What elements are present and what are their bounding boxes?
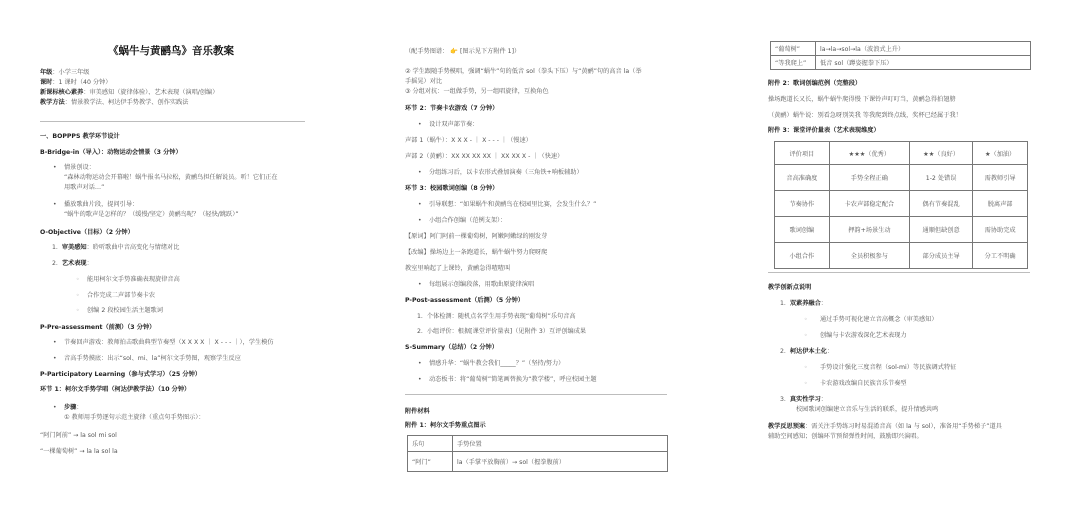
- table-cell: 低音 sol（蹲姿握拳下压）: [816, 56, 1031, 70]
- document-page-3: [768, 0, 1050, 509]
- objective-item: 1. 审美感知：聆听歌曲中音高变化与情绪对比: [52, 244, 180, 251]
- bridge-item-head: 情景创设：: [64, 164, 95, 171]
- table-header-row: [408, 436, 668, 452]
- bullet-text: 设计双声部节奏：: [429, 121, 479, 128]
- bullet-icon: •: [53, 164, 57, 171]
- gesture-table-continued: [770, 41, 1031, 70]
- innovation-item: 3. 真实性学习：: [780, 396, 827, 403]
- circle-bullet-icon: ◦: [76, 307, 80, 314]
- bullet-text: 小组合作创编（范例支架）：: [429, 217, 507, 224]
- link2-heading: 环节 2：节奏卡农游戏（7 分钟）: [405, 105, 499, 112]
- meta-method: 教学方法：情景教学法、柯达伊手势教学、创作实践法: [40, 99, 189, 106]
- post-item: 2. 小组评价：根据[课堂评价量表]（见附件 3）互评创编成果: [417, 328, 587, 335]
- divider: [768, 272, 1030, 273]
- rhythm-voice-2: 声部 2（黄鹂）：XX XX XX XX ｜ XX XX X - ｜（快速）: [405, 153, 564, 160]
- table-header-cell: 评价项目: [775, 142, 830, 165]
- table-cell: 小组合作: [775, 243, 830, 269]
- circle-bullet-icon: ◦: [804, 380, 808, 387]
- circle-bullet-icon: ◦: [804, 316, 808, 323]
- bullet-icon: •: [418, 217, 422, 224]
- appendix3-title: 附件 3：课堂评价量表（艺术表现维度）: [768, 127, 880, 134]
- table-cell: 卡农声部稳定配合: [829, 191, 909, 217]
- table-header-cell: 手势位置: [453, 436, 668, 452]
- bullet-text: 分组练习后，以卡农形式叠加演奏（三角铁+响板辅助）: [429, 169, 583, 176]
- table-cell: 手势全程正确: [829, 165, 909, 191]
- table-row: [775, 217, 1028, 243]
- gesture-table: [407, 435, 668, 472]
- pre-item: 节奏回声游戏：教师拍击歌曲典型节奏型（X X X X ｜ X - - - ｜），学生模仿: [64, 339, 274, 346]
- bullet-icon: •: [418, 376, 422, 383]
- bridge-heading: B-Bridge-in（导入）：动物运动会情景（3 分钟）: [40, 149, 182, 156]
- meta-period: 课时：1 课时（40 分钟）: [40, 79, 112, 86]
- innovation-sub-item: 创编与卡农游戏深化艺术表现力: [820, 332, 907, 339]
- table-cell: 分工不明确: [973, 243, 1028, 269]
- table-cell: 全员积极参与: [829, 243, 909, 269]
- steps: 步骤：: [64, 404, 83, 411]
- objective-sub-item: 合作完成二声部节奏卡农: [87, 292, 156, 299]
- lyric-line: （黄鹂）蜗牛说：别看急呀别笑我 等我爬到终点线，奖杯已经属于我！: [768, 112, 962, 119]
- table-cell: 押韵+场景生动: [829, 217, 909, 243]
- bullet-icon: •: [418, 121, 422, 128]
- table-cell: 偶有节奏混乱: [909, 191, 972, 217]
- section-heading: 一、BOPPPS 教学环节设计: [40, 133, 120, 140]
- bullet-icon: •: [53, 404, 57, 411]
- table-row: [775, 191, 1028, 217]
- innovation-sub-item: 手势设计强化三度音程（sol-mi）等民族调式特征: [820, 364, 957, 371]
- lyric-line: 操场跑道长又长，蜗牛蜗牛爬得慢 下课铃声叮叮当，黄鹂急得拍翅膀: [768, 96, 956, 103]
- original-lyric: 【原词】阿门阿前一棵葡萄树，阿嫩阿嫩绿的刚发芽: [405, 233, 548, 240]
- bridge-item-body: 用歌声对话…”: [64, 184, 105, 191]
- table-cell: 歌词创编: [775, 217, 830, 243]
- table-cell: “阿门”: [408, 452, 453, 472]
- divider: [40, 121, 305, 122]
- bridge-item-body: “森林动物运动会开幕啦！蜗牛报名马拉松，黄鹂鸟担任解说员。听！它们正在: [64, 174, 278, 181]
- bridge-item-head: 播放歌曲片段，提问引导：: [64, 201, 139, 208]
- phrase-line: “阿门阿前” → la sol mi sol: [40, 432, 117, 439]
- table-cell: la→la→sol→la（波浪式上升）: [816, 42, 1031, 56]
- summary-item: 情感升华：“蜗牛教会我们_____？”（坚持/努力）: [429, 360, 565, 367]
- table-header-cell: ★（加油）: [973, 142, 1028, 165]
- gesture-hint: （配手势图谱： 👉 [图示见下方附件 1]）: [405, 48, 521, 55]
- circle-bullet-icon: ◦: [76, 276, 80, 283]
- step-text: 手摇晃）对比: [405, 78, 443, 85]
- divider: [405, 394, 667, 395]
- innovation-item: 1. 双素养融合：: [780, 300, 827, 307]
- rhythm-voice-1: 声部 1（蜗牛）：X X X - ｜ X - - - ｜（慢速）: [405, 137, 532, 144]
- table-cell: la（手掌平放胸前）→ sol（握拳腹前）: [453, 452, 668, 472]
- participatory-heading: P-Participatory Learning（参与式学习）（25 分钟）: [40, 371, 201, 378]
- bullet-icon: •: [53, 339, 57, 346]
- table-cell: 需教师引导: [973, 165, 1028, 191]
- bullet-text: 每组展示创编段落，用歌曲原旋律演唱: [429, 281, 535, 288]
- post-item: 1. 个体检测：随机点名学生用手势表现“葡萄树”乐句音高: [417, 313, 576, 320]
- table-cell: 节奏协作: [775, 191, 830, 217]
- table-cell: “葡萄树”: [771, 42, 816, 56]
- steps-text: ① 教师用手势逐句示范主旋律（重点句手势图示）：: [64, 414, 205, 421]
- objective-heading: O-Objective（目标）（2 分钟）: [40, 229, 134, 236]
- table-cell: 需协助完成: [973, 217, 1028, 243]
- bullet-text: 引导联想：“如果蜗牛和黄鹂鸟在校园里比赛，会发生什么？”: [429, 201, 597, 208]
- innovation-sub-item: 校园歌词创编建立音乐与生活的联系，提升情感共鸣: [796, 406, 939, 413]
- table-row: [408, 452, 668, 472]
- table-header-cell: ★★（良好）: [909, 142, 972, 165]
- objective-item: 2. 艺术表现：: [52, 260, 93, 267]
- document-title: 《蜗牛与黄鹂鸟》音乐教案: [108, 45, 234, 57]
- reflection-line: 辅助空间感知；创编环节预留弹性时间，鼓励即兴演唱。: [768, 433, 923, 440]
- objective-sub-item: 能用柯尔文手势准确表现旋律音高: [87, 276, 180, 283]
- circle-bullet-icon: ◦: [804, 364, 808, 371]
- link1-heading: 环节 1：柯尔文手势学唱（柯达伊教学法）（10 分钟）: [40, 386, 191, 393]
- meta-literacy: 新课标核心素养：审美感知（旋律体验）、艺术表现（演唱/创编）: [40, 89, 219, 96]
- post-assessment-heading: P-Post-assessment（后测）（5 分钟）: [405, 297, 524, 304]
- circle-bullet-icon: ◦: [76, 292, 80, 299]
- appendix-title: 附件材料: [405, 408, 430, 415]
- table-cell: 脱离声部: [973, 191, 1028, 217]
- evaluation-table: [774, 141, 1028, 269]
- table-header-row: [775, 142, 1028, 165]
- innovation-item: 2. 柯达伊本土化：: [780, 348, 834, 355]
- innovation-sub-item: 卡农游戏改编自民族音乐节奏型: [820, 380, 907, 387]
- pre-assessment-heading: P-Pre-assessment（前测）（3 分钟）: [40, 324, 156, 331]
- document-page-1: [40, 0, 322, 509]
- bridge-item-body: “蜗牛的歌声是怎样的？（缓慢/坚定）黄鹂鸟呢？（轻快/跳跃）”: [64, 211, 239, 218]
- table-header-cell: ★★★（优秀）: [829, 142, 909, 165]
- table-row: [775, 165, 1028, 191]
- pointing-hand-icon: 👉: [450, 48, 458, 55]
- innovation-sub-item: 通过手势可视化建立音高概念（审美感知）: [820, 316, 938, 323]
- phrase-line: “一棵葡萄树” → la la sol la: [40, 448, 118, 455]
- adapted-lyric: 【改编】操场边上一条跑道长，蜗牛蜗牛努力爬呀爬: [405, 249, 548, 256]
- appendix1-title: 附件 1：柯尔文手势重点图示: [405, 422, 486, 429]
- step-text: ② 学生跟随手势模唱，强调“蜗牛”句的低音 sol（拳头下压）与“黄鹂”句的高音 la（举: [405, 68, 642, 75]
- summary-heading: S-Summary（总结）（2 分钟）: [405, 344, 498, 351]
- bullet-icon: •: [418, 169, 422, 176]
- table-row: [771, 56, 1031, 70]
- table-cell: 通顺但缺创意: [909, 217, 972, 243]
- table-row: [771, 42, 1031, 56]
- step-text: ③ 分组对抗：一组做手势，另一组唱旋律，互换角色: [405, 88, 549, 95]
- table-cell: 音高准确度: [775, 165, 830, 191]
- summary-item: 动态板书：将“葡萄树”简笔画替换为“教学楼”，呼应校园主题: [429, 376, 597, 383]
- adapted-lyric: 教室里响起了上课铃，黄鹂急得喳喳叫: [405, 265, 511, 272]
- bullet-icon: •: [418, 281, 422, 288]
- appendix2-title: 附件 2：歌词创编范例（完整段）: [768, 80, 862, 87]
- innovation-title: 教学创新点说明: [768, 284, 812, 291]
- bullet-icon: •: [418, 201, 422, 208]
- bullet-icon: •: [53, 201, 57, 208]
- bullet-icon: •: [53, 355, 57, 362]
- objective-sub-item: 创编 2 段校园生活主题歌词: [87, 307, 163, 314]
- link3-heading: 环节 3：校园歌词创编（8 分钟）: [405, 185, 499, 192]
- meta-grade: 年级：小学三年级: [40, 69, 90, 76]
- table-row: [775, 243, 1028, 269]
- circle-bullet-icon: ◦: [804, 332, 808, 339]
- table-cell: 1-2 处错误: [909, 165, 972, 191]
- table-cell: “等我爬上”: [771, 56, 816, 70]
- bullet-icon: •: [418, 360, 422, 367]
- table-header-cell: 乐句: [408, 436, 453, 452]
- table-cell: 部分成员主导: [909, 243, 972, 269]
- reflection: 教学反思预案：需关注手势练习时易混淆音高（如 la 与 sol），准备用“手势梯子”道具: [768, 423, 1002, 430]
- pre-item: 音高手势摸底：出示“sol、mi、la”柯尔文手势图，观察学生反应: [64, 355, 241, 362]
- document-page-2: [405, 0, 687, 509]
